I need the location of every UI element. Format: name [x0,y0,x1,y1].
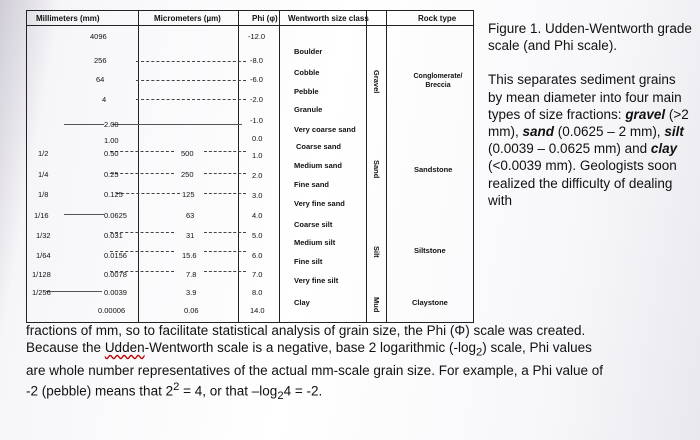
body-line-4 [26,379,694,405]
guide-line [204,232,246,233]
phi-value: 1.0 [252,151,263,160]
guide-line [204,151,246,152]
body-line-1: fractions of mm, so to facilitate statistical analysis of grain size, the Phi (Φ) scale was created. [26,323,586,338]
guide-line [136,99,246,100]
size-class-label: Very fine sand [294,199,345,208]
body-line-3: are whole number representatives of the actual mm-scale grain size. For example, a Phi value of [26,363,604,379]
guide-line [204,193,246,194]
fraction-value: 1/2 [38,149,49,158]
text-run: (0.0625 – 2 mm), [554,124,665,140]
size-class-label: Medium silt [294,238,336,247]
leader-line [64,124,104,125]
col-sep-1 [138,10,139,322]
phi-value: 3.0 [252,191,263,200]
rock-type-siltstone: Siltstone [414,246,446,255]
phi-value: 4.0 [252,211,263,220]
size-class-label: Very fine silt [294,276,339,285]
guide-line [204,251,246,252]
rock-type-conglomerate: Conglomerate/ Breccia [413,73,463,89]
mm-value: 0.0078 [104,270,127,279]
header-divider [26,25,474,26]
size-class-label: Fine sand [294,180,330,189]
phi-value: -8.0 [250,56,263,65]
mm-value: 0.25 [104,170,119,179]
text-run: -2 (pebble) means that 2 [26,383,174,399]
term-clay: clay [650,141,678,157]
mm-value: 0.031 [104,231,123,240]
guide-line [116,193,180,194]
mm-value: 64 [96,75,105,84]
leader-line [46,291,102,292]
table-border-left [26,10,27,322]
size-class-label: Coarse silt [294,220,333,229]
fraction-value: 1/16 [34,211,49,220]
phi-value: -1.0 [250,116,263,125]
size-class-label: Clay [294,298,310,307]
mm-value: 0.50 [104,149,119,158]
mm-value: 0.125 [104,190,123,199]
phi-value: -2.0 [250,95,263,104]
phi-value: 7.0 [252,270,263,279]
um-value: 125 [182,190,195,199]
guide-line [204,271,246,272]
fraction-value: 1/8 [38,190,49,199]
size-class-label: Coarse sand [296,142,342,151]
size-class-label: Cobble [294,68,320,77]
term-silt: silt [664,124,684,140]
um-value: 250 [181,170,194,179]
mm-value: 4096 [90,32,107,41]
term-sand: sand [522,124,555,140]
text-run: = 4, or that –log [179,383,278,399]
superscript-2: 2 [173,381,180,394]
um-value: 15.6 [182,251,197,260]
leader-line [64,214,104,215]
mm-value: 0.0039 [104,288,127,297]
um-value: 63 [186,211,195,220]
text-run: -Wentworth scale is a negative, base 2 logarithmic (-log [144,340,477,356]
um-value: 500 [181,149,194,158]
header-size-class: Wentworth size class [288,14,369,23]
guide-line [136,61,246,62]
um-value: 7.8 [186,270,197,279]
guide-line [110,173,174,174]
size-class-label: Very coarse sand [294,125,356,134]
body-line-2 [26,339,694,362]
col-sep-2 [238,10,239,322]
text-run: Because the [26,340,105,356]
group-label-mud: Mud [372,297,381,313]
size-class-label: Granule [294,105,323,114]
text-run: ) scale, Phi values [482,340,592,356]
term-gravel: gravel [625,106,666,122]
figure-title: Figure 1. Udden-Wentworth grade scale (and Phi scale). [488,21,692,54]
fraction-value: 1/4 [38,170,49,179]
fraction-value: 1/128 [32,270,51,279]
mm-value: 256 [94,56,107,65]
mm-value: 0.00006 [98,306,126,315]
fraction-value: 1/64 [36,251,51,260]
phi-value: 5.0 [252,231,263,240]
mm-value: 4 [102,95,107,104]
rock-type-claystone: Claystone [412,298,448,307]
phi-value: 0.0 [252,134,263,143]
mm-value: 1.00 [104,136,119,145]
mm-value: 2.00 [104,120,119,129]
group-label-silt: Silt [372,246,381,258]
side-caption [488,20,693,209]
udden-word: Udden [104,340,145,356]
mm-value: 0.0156 [104,251,127,260]
col-sep-3 [279,10,280,322]
table-border-right [473,10,474,322]
header-micrometers: Micrometers (µm) [154,14,221,23]
phi-value: -6.0 [250,75,263,84]
text-run: This separates sediment grains by mean diameter into four main types of size fractions: [488,72,682,122]
phi-value: -12.0 [248,32,266,41]
col-sep-4 [366,10,367,322]
fraction-value: 1/256 [32,288,51,297]
phi-value: 8.0 [252,288,263,297]
side-paragraph [488,71,693,209]
text-run: (0.0039 – 0.0625 mm) and [488,141,651,157]
size-class-label: Fine silt [294,257,323,266]
body-paragraph [26,322,694,406]
text-run: (>2 mm), [488,106,689,140]
size-class-label: Medium sand [294,161,342,170]
phi-value: 14.0 [250,306,265,315]
leader-line [112,124,242,125]
phi-value: 6.0 [252,251,263,260]
header-rock-type: Rock type [418,14,457,23]
guide-line [136,80,246,81]
phi-value: 2.0 [252,171,263,180]
text-run: 4 = -2. [283,383,323,399]
subscript-2: 2 [476,346,483,359]
guide-line [204,173,246,174]
rock-type-sandstone: Sandstone [414,165,453,174]
udden-wentworth-table [26,10,474,330]
um-value: 31 [186,231,195,240]
header-millimeters: Millimeters (mm) [36,14,100,23]
group-label-gravel: Gravel [372,70,381,94]
guide-line [110,151,174,152]
fraction-value: 1/32 [36,231,51,240]
col-sep-5 [386,10,387,322]
size-class-label: Pebble [294,87,319,96]
table-border-top [26,10,474,11]
group-label-sand: Sand [372,160,381,179]
um-value: 3.9 [186,288,197,297]
um-value: 0.06 [184,306,199,315]
subscript-2: 2 [277,390,284,403]
text-run: (<0.0039 mm). Geologists soon realized the difficulty of dealing with [488,158,677,208]
header-phi: Phi (φ) [252,14,278,23]
size-class-label: Boulder [294,47,323,56]
mm-value: 0.0625 [104,211,127,220]
